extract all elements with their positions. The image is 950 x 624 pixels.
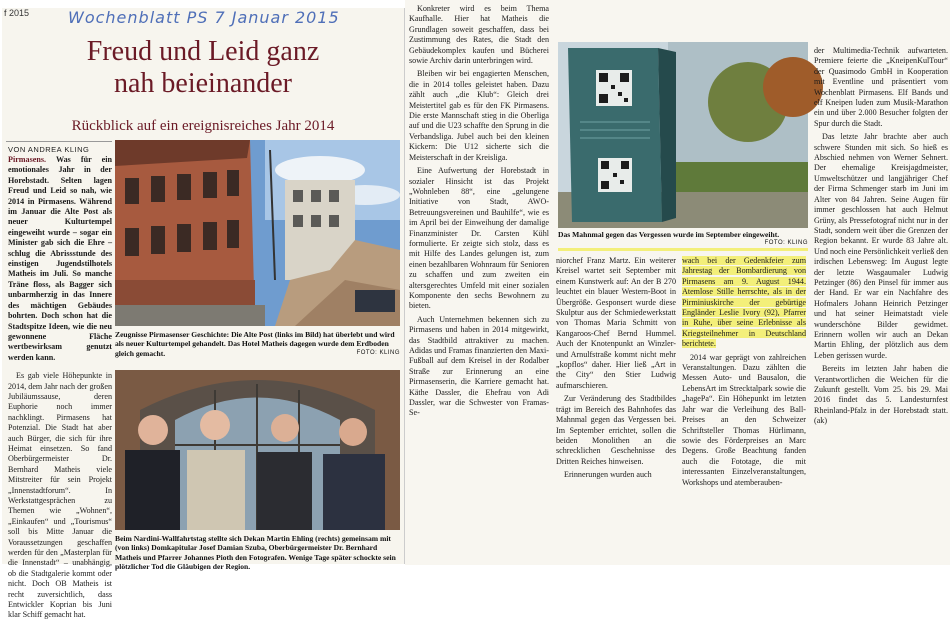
article-column-5: der Multimedia-Technik aufwarteten. Premiere feierte die „KneipenKulTour“ der Quasimodo GmbH in Kooperation mit Eventline und präsentiert vom Wochenblatt Pirmasens. Elf Bands und elf Kneipen luden zum Musik-Marathon ein und über 2.000 Besucher folgten der Spur durch die Stadt. Das letzte Jahr brachte aber auch schwere Stunden mit sich. So hieß es Abschied nehmen von Werner Sehnert. Der ehemalige Kreisjagdmeister, Umweltschützer und langjähriger Chef der Firma Schmenger starb im Juni im Alter von 84 Jahren. Seine Augen für immer geschlossen hat auch Helmut Grüny, als Pressefotograf nicht nur in der Stadt, sondern weit über die Grenzen der Region bekannt. Er wurde 83 Jahre alt. Und noch eine Persönlichkeit verließ den irdischen Lebensweg: Im August legte der letzte Wasgaumaler Ludwig Petzinger (86) den Pinsel für immer aus der Hand. Er war ein Nachfahre des Hofmalers Johann Heinrich Petzinger und hat seiner Heimatstadt viele wunderschöne Bilder gewidmet. Erinnern wollen wir auch an Dekan Martin Ehling, der plötzlich aus dem Leben gerissen wurde. Bereits im letzten Jahr haben die Verantwortlichen die Weichen für die Zukunft gestellt. Vom 25. bis 29. Mai 2016 findet das 5. Landesturnfest Rheinland-Pfalz in der Horebstadt statt. (ak) bbox=[814, 46, 948, 426]
article-column-1 bbox=[8, 155, 112, 624]
photo-group-portrait bbox=[115, 370, 400, 530]
byline: VON ANDREA KLING bbox=[8, 145, 90, 154]
article-clipping-left bbox=[2, 8, 405, 620]
handwritten-note: Wochenblatt PS 7 Januar 2015 bbox=[68, 8, 340, 27]
article-column-2: Konkreter wird es beim Thema Kaufhalle. Hier hat Matheis die Grundlagen soweit geschaffen, dass bei Zustimmung des Rates, die Stadt den Gebäudekomplex kaufen und Bücherei sowie Archiv darin unterbringen wird. Bleiben wir bei engagierten Menschen, die in 2014 tolles geleistet haben. Dazu zählt auch „die Klub“: Gleich drei Meistertitel gab es für den FK Pirmasens. Die erste Mannschaft stieg in die Oberliga auf und die U23 schaffte den Sprung in die Verbandsliga. Jubel auch bei den kleinen Kickern: Die U12 sicherte sich die Meisterschaft in der Kreisliga. Eine Aufwertung der Horebstadt in sozialer Hinsicht ist das Projekt „Wohnleben 88“, eine „gelungene Initiative von Stadt, AWO-Betreuungsvereinen und Bauhilfe“, wie es im April bei der Einweihung der damalige Finanzminister Dr. Carsten Kühl formulierte. Er zeigte sich stolz, dass es mit Hilfe des Landes gelungen ist, zum einen bezahlbaren Wohnraum für Senioren zu schaffen und zum zweiten ein altersgerechtes Umfeld mit einer sozialen Komponente den sechs Bewohnern zu bieten. Auch Unternehmen bekennen sich zu Pirmasens und haben in 2014 mitgewirkt, das Stadtbild attraktiver zu machen. Adidas und Framas finanzierten den Maxi-Fußball auf dem Kreisel in der Rodalber Straße zur Erinnerung an eine Pirmasenserin, die Karriere gemacht hat. Käthe Dassler, die Ehefrau von Adi Dassler, war die Schwester von Framas-Se- bbox=[409, 4, 549, 418]
group-photo bbox=[115, 370, 400, 530]
page-fragment: f 2015 bbox=[4, 8, 30, 18]
headline: Freud und Leid ganz nah beieinander bbox=[86, 36, 320, 99]
memorial-photo bbox=[558, 42, 808, 228]
body-paragraph: Es gab viele Höhepunkte in 2014, dem Jahr nach der großen Jubiläumssause, deren Euphorie noch immer nachklingt. Pirmasens hat Potenzial. Die Stadt hat aber auch Bürger, die sich für ihre Heimat einsetzen. So fand Oberbürgermeister Dr. Bernhard Matheis viele Mitstreiter für sein Projekt „Innenstadtforum“. In Werkstattgesprächen zu Themen wie „Wohnen“, „Einkaufen“ und „Tourismus“ soll bis Mitte Januar die Voraussetzungen geschaffen werden für den „Masterplan für die Innenstadt“ – unabhängig, ob die Stadtgalerie kommt oder nicht. Doch OB Matheis ist recht zuversichtlich, dass Entwickler Koprian bis Juni klar Schiff gemacht hat. bbox=[8, 371, 112, 620]
article-column-4: wach bei der Gedenkfeier zum Jahrestag der Bombardierung von Pirmasens am 9. August 1944. Atemlose Stille herrschte, als in der Pirminiuskirche der gebürtige Engländer Leslie Ivory (92), Pfarrer in Ruhe, über seine Erlebnisse als Kriegsteilnehmer in Deutschland berichtete. 2014 war geprägt von zahlreichen Veranstaltungen. Dazu zählten die Messen Auto- und Bausalon, die LebensArt im Strecktalpark sowie die „hagePa“. Ein Höhepunkt im letzten Jahr war die Verleihung des Ball-Preises an den Schweizer Schriftsteller Thomas Hürlimann, sowie des Förderpreises an Marc Degens. Große Beachtung fanden auch die Fototage, die mit interessanten Einzelveranstaltungen, Workshops und atemberauben- bbox=[682, 256, 806, 487]
subheadline: Rückblick auf ein ereignisreiches Jahr 2014 bbox=[71, 118, 335, 134]
highlight-mark bbox=[558, 248, 808, 251]
photo2-caption: Beim Nardini-Wallfahrtstag stellte sich Dekan Martin Ehling (rechts) gemeinsam mit (von links) Domkapitular Josef Damian Szuba, Oberbürgermeister Dr. Bernhard Matheis und Pfarrer Johannes Pioth den Fotografen. Wenige Tage später schockte sein plötzlicher Tod die Gläubigen der Region. bbox=[115, 534, 396, 572]
photo3-caption: Das Mahnmal gegen das Vergessen wurde im September eingeweiht. FOTO: KLING bbox=[558, 230, 808, 247]
photo1-caption: Zeugnisse Pirmasenser Geschichte: Die Alte Post (links im Bild) hat überlebt und wird als neuer Kulturtempel gehandelt. Das Hotel Matheis dagegen wurde dem Erdboden gleich gemacht. FOTO: KLING bbox=[115, 330, 400, 358]
article-clipping-middle bbox=[405, 0, 552, 565]
photo-memorial bbox=[558, 42, 808, 228]
lead-paragraph: Pirmasens. Was für ein emotionales Jahr in der Horebstadt. Selten lagen Freud und Leid so nah, wie 2014 in Pirmasens. Während im Januar die Alte Post als neuer Kulturtempel eingeweiht wurde – sogar ein Minister gab sich die Ehre – schlug die Abrissstunde des einstigen Jugendstilhotels Matheis im Juli. So manche Träne floss, als Bagger sich unbarmherzig in das Innere des mächtigen Gebäudes bohrten. Doch schon hat die Stadtspitze Ideen, wie die neu gewonnene Fläche wertbewirksam genutzt werden kann. bbox=[8, 155, 112, 362]
building-photo bbox=[115, 140, 400, 326]
byline-rule bbox=[6, 141, 112, 142]
article-column-3: niorchef Franz Martz. Ein weiterer Kreisel wartet seit September mit einem Kunstwerk auf: An der B 270 leuchtet ein blauer Western-Boot in Übergröße. Gesponsert wurde diese Skulptur aus der Schmiedewerkstatt von Thomas Maria Schmitt von Kangaroos-Chef Bernd Hummel. Auch der Knotenpunkt an Winzler- und Arnulfstraße kommt nicht mehr „kopflos“ daher. Hier ließ „Art in the City“ den Stier Ludwig aufmarschieren. Zur Veränderung des Stadtbildes trägt im Bereich des Bahnhofes das Mahnmal gegen das Vergessen bei. Im September errichtet, sollen die beiden Monolithen an die schrecklichen Geschehnisse des Dritten Reiches hinweisen. Erinnerungen wurden auch bbox=[556, 256, 676, 480]
photo-alte-post-hotel bbox=[115, 140, 400, 326]
article-clipping-right bbox=[552, 0, 950, 565]
